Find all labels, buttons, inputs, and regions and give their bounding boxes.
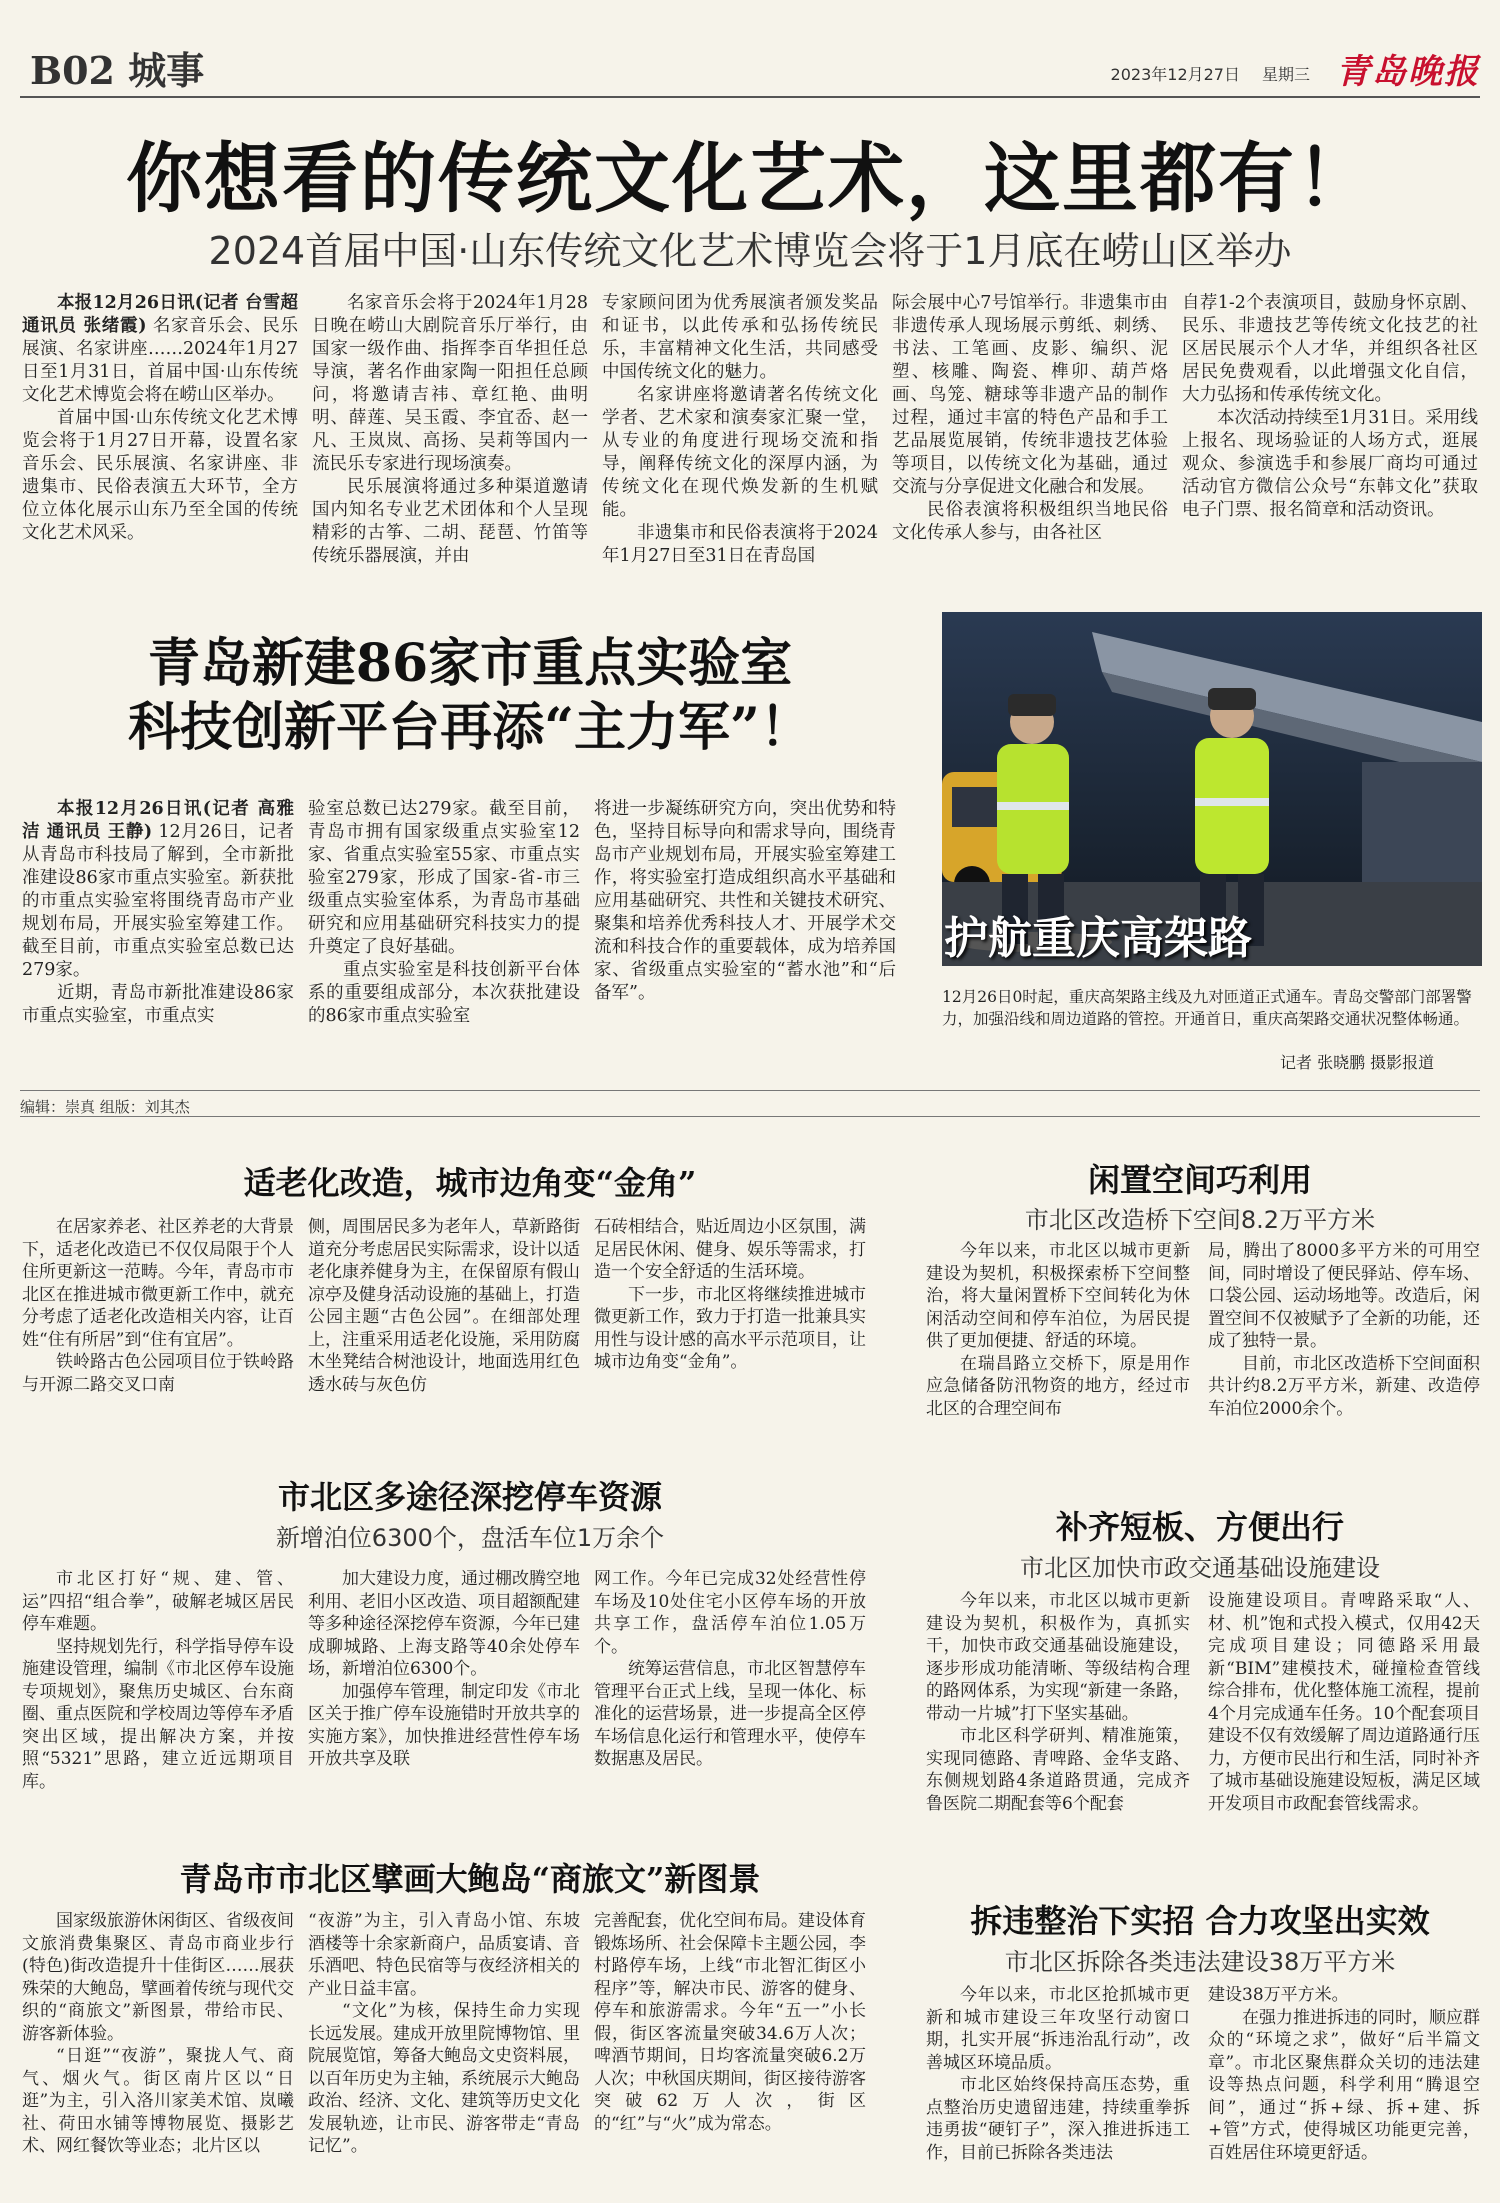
- article2-text: 12月26日，记者从青岛市科技局了解到，全市新批准建设86家市重点实验室。新获批的市重点实验室将围绕青岛市产业规划布局，开展实验室筹建工作。截至目前，市重点实验室总数已达279家。: [22, 822, 294, 980]
- sec3-paragraph: 坚持规划先行，科学指导停车设施建设管理，编制《市北区停车设施专项规划》，聚焦历史城区、台东商圈、重点医院和学校周边等停车矛盾突出区域，提出解决方案，并按照“5321”思路，建立近远期项目库。: [22, 1636, 294, 1792]
- sec6-paragraph: 今年以来，市北区抢抓城市更新和城市建设三年攻坚行动窗口期，扎实开展“拆违治乱行动”，改善城区环境品质。: [926, 1985, 1190, 2073]
- article1-column-3: [602, 292, 878, 568]
- article1-paragraph: 名家音乐会将于2024年1月28日晚在崂山大剧院音乐厅举行，由国家一级作曲、指挥李百华担任总导演，著名作曲家陶一阳担任总顾问，将邀请吉祎、章红艳、曲明明、薛莲、吴玉霞、李宜岙、赵一凡、王岚岚、高扬、吴莉等国内一流民乐专家进行现场演奏。: [312, 293, 588, 474]
- sec4-paragraph: 市北区科学研判、精准施策，实现同德路、青啤路、金华支路、东侧规划路4条道路贯通，完成齐鲁医院二期配套等6个配套: [926, 1726, 1190, 1814]
- headline-lab-line-2: 科技创新平台再添“主力军”！: [128, 697, 812, 758]
- sec5-paragraph: 国家级旅游休闲街区、省级夜间文旅消费集聚区、青岛市商业步行(特色)街改造提升十佳街区……展获殊荣的大鲍岛，擘画着传统与现代交织的“商旅文”新图景，带给市民、游客新体验。: [22, 1911, 294, 2044]
- sec6-subtitle: 市北区拆除各类违法建设38万平方米: [1004, 1948, 1396, 1976]
- sec3-subtitle: 新增泊位6300个，盘活车位1万余个: [275, 1524, 665, 1552]
- sec1-column-2: [308, 1216, 580, 1396]
- issue-date: 2023年12月27日: [1110, 65, 1240, 84]
- sec3-paragraph: 市北区打好“规、建、管、运”四招“组合拳”，破解老城区居民停车难题。: [22, 1569, 294, 1634]
- sec2-title: 闲置空间巧利用: [1087, 1161, 1312, 1199]
- sec3-paragraph: 加大建设力度，通过棚改腾空地利用、老旧小区改造、项目超额配建等多种途径深挖停车资源，今年已建成聊城路、上海支路等40余处停车场，新增泊位6300个。: [308, 1569, 580, 1679]
- article1-paragraph: 本次活动持续至1月31日。采用线上报名、现场验证的人场方式，逛展观众、参演选手和参展厂商均可通过活动官方微信公众号“东韩文化”获取电子门票、报名简章和活动资讯。: [1182, 408, 1478, 520]
- sec2-subtitle: 市北区改造桥下空间8.2万平方米: [1024, 1206, 1376, 1234]
- sec4-paragraph: 今年以来，市北区以城市更新建设为契机，积极作为，真抓实干，加快市政交通基础设施建设，逐步形成功能清晰、等级结构合理的路网体系，为实现“新建一条路，带动一片城”打下坚实基础。: [926, 1591, 1190, 1724]
- editor-line: 编辑：崇真 组版：刘其杰: [20, 1098, 190, 1116]
- article2-paragraph: 重点实验室是科技创新平台体系的重要组成部分，本次获批建设的86家市重点实验室: [308, 960, 580, 1026]
- sec5-paragraph: “夜游”为主，引入青岛小馆、东坡酒楼等十余家新商户，品质宴请、音乐酒吧、特色民宿等与夜经济相关的产业日益丰富。: [308, 1911, 580, 1999]
- article1-column-5: [1182, 292, 1478, 522]
- sec1-column-3: [594, 1216, 866, 1374]
- sec5-paragraph: “文化”为核，保持生命力实现长远发展。建成开放里院博物馆、里院展览馆，筹备大鲍岛文史资料展，以百年历史为主轴，系统展示大鲍岛政治、经济、文化、建筑等历史文化发展轨迹，让市民、游客带走“青岛记忆”。: [308, 2001, 580, 2156]
- article2-column-3: [594, 798, 896, 1005]
- article2-column-2: [308, 798, 580, 1028]
- sec2-paragraph: 目前，市北区改造桥下空间面积共计约8.2万平方米，新建、改造停车泊位2000余个。: [1208, 1353, 1480, 1419]
- sec6-paragraph: 建设38万平方米。: [1208, 1985, 1349, 2005]
- sec6-column-1: [926, 1984, 1190, 2164]
- headline-main: 你想看的传统文化艺术，这里都有！: [126, 134, 1374, 223]
- article1-paragraph: 首届中国·山东传统文化艺术博览会将于1月27日开幕，设置名家音乐会、民乐展演、名家讲座、非遗集市、民俗表演五大环节，全方位立体化展示山东乃至全国的传统文化艺术风采。: [22, 408, 298, 543]
- sec1-title: 适老化改造，城市边角变“金角”: [243, 1164, 697, 1202]
- sec1-paragraph: 石砖相结合，贴近周边小区氛围，满足居民休闲、健身、娱乐等需求，打造一个安全舒适的生活环境。: [594, 1217, 866, 1282]
- article1-paragraph: 专家顾问团为优秀展演者颁发奖品和证书，以此传承和弘扬传统民乐，丰富精神文化生活，共同感受中国传统文化的魅力。: [602, 293, 878, 382]
- sec2-paragraph: 今年以来，市北区以城市更新建设为契机，积极探索桥下空间整治，将大量闲置桥下空间转化为休闲活动空间和停车泊位，为居民提供了更加便捷、舒适的环境。: [926, 1241, 1190, 1351]
- sec5-column-2: [308, 1910, 580, 2158]
- page-header: [20, 32, 1480, 98]
- sec6-paragraph: 在强力推进拆违的同时，顺应群众的“环境之求”，做好“后半篇文章”。市北区聚焦群众关切的违法建设等热点问题，科学利用“腾退空间”，通过“拆+绿、拆+建、拆+管”方式，使得城区功能更完善，百姓居住环境更舒适。: [1208, 2007, 1480, 2163]
- sec2-paragraph: 在瑞昌路立交桥下，原是用作应急储备防汛物资的地方，经过市北区的合理空间布: [926, 1353, 1190, 1419]
- headline-lab: [20, 632, 920, 760]
- sec4-column-2: [1208, 1590, 1480, 1815]
- sec3-title: 市北区多途径深挖停车资源: [277, 1478, 662, 1516]
- article1-column-1: [22, 292, 298, 545]
- divider: [20, 1090, 1480, 1091]
- section-code: B02 城事: [30, 48, 205, 93]
- sec6-title: 拆违整治下实招 合力攻坚出实效: [970, 1902, 1430, 1940]
- sec4-paragraph: 设施建设项目。青啤路采取“人、材、机”饱和式投入模式，仅用42天完成项目建设；同德路采用最新“BIM”建模技术，碰撞检查管线综合排布，优化整体施工流程，提前4个月完成通车任务。10个配套项目建设不仅有效缓解了周边道路通行压力，方便市民出行和生活，同时补齐了城市基础设施建设短板，满足区域开发项目市政配套管线需求。: [1208, 1591, 1480, 1814]
- article1-paragraph: 名家讲座将邀请著名传统文化学者、艺术家和演奏家汇聚一堂，从专业的角度进行现场交流和指导，阐释传统文化的深厚内涵，为传统文化在现代焕发新的生机赋能。: [602, 385, 878, 520]
- article1-paragraph: 自荐1-2个表演项目，鼓励身怀京剧、民乐、非遗技艺等传统文化技艺的社区居民展示个人才华，并组织各社区居民免费观看，以此增强文化自信，大力弘扬和传承传统文化。: [1182, 293, 1478, 405]
- sec4-column-1: [926, 1590, 1190, 1815]
- sec1-column-1: [22, 1216, 294, 1396]
- masthead-logo: 青岛晚报: [1336, 52, 1480, 92]
- sec2-paragraph: 局，腾出了8000多平方米的可用空间，同时增设了便民驿站、停车场、口袋公园、运动场地等。改造后，闲置空间不仅被赋予了全新的功能，还成了独特一景。: [1208, 1241, 1480, 1351]
- sec3-paragraph: 加强停车管理，制定印发《市北区关于推广停车设施错时开放共享的实施方案》，加快推进经营性停车场开放共享及联: [308, 1681, 580, 1769]
- photo-caption: 12月26日0时起，重庆高架路主线及九对匝道正式通车。青岛交警部门部署警力，加强沿线和周边道路的管控。开通首日，重庆高架路交通状况整体畅通。: [942, 988, 1472, 1028]
- article2-lead: 本报12月26日讯(记者 高雅洁 通讯员 王静): [22, 799, 294, 842]
- sec3-column-2: [308, 1568, 580, 1771]
- article1-paragraph: 非遗集市和民俗表演将于2024年1月27日至31日在青岛国: [602, 523, 878, 566]
- article2-paragraph: 将进一步凝练研究方向，突出优势和特色，坚持目标导向和需求导向，围绕青岛市产业规划布局，开展实验室筹建工作，将实验室打造成组织高水平基础和应用基础研究、共性和关键技术研究、聚集和培养优秀科技人才、开展学术交流和科技合作的重要载体，成为培养国家、省级重点实验室的“蓄水池”和“后备军”。: [594, 799, 896, 1003]
- sec3-paragraph: 网工作。今年已完成32处经营性停车场及10处住宅小区停车场的开放共享工作，盘活停车泊位1.05万个。: [594, 1569, 866, 1657]
- issue-weekday: 星期三: [1261, 65, 1310, 84]
- article2-column-1: [22, 798, 294, 1028]
- photo-credit: 记者 张晓鹏 摄影报道: [1280, 1053, 1435, 1072]
- article1-paragraph: 民乐展演将通过多种渠道邀请国内知名专业艺术团体和个人呈现精彩的古筝、二胡、琵琶、竹笛等传统乐器展演，并由: [312, 477, 588, 566]
- sec5-paragraph: “日逛”“夜游”，聚拢人气、商气、烟火气。街区南片区以“日逛”为主，引入洛川家美术馆、岚曦社、荷田水铺等博物展览、摄影艺术、网红餐饮等业态；北片区以: [22, 2046, 294, 2156]
- sec3-paragraph: 统筹运营信息，市北区智慧停车管理平台正式上线，呈现一体化、标准化的运营场景，进一步提高全区停车场信息化运行和管理水平，使停车数据惠及居民。: [594, 1659, 866, 1769]
- sec6-column-2: [1208, 1984, 1480, 2164]
- sec1-paragraph: 铁岭路古色公园项目位于铁岭路与开源二路交叉口南: [22, 1352, 294, 1395]
- sec1-paragraph: 在居家养老、社区养老的大背景下，适老化改造已不仅仅局限于个人住所更新这一范畴。今年，青岛市市北区在推进城市微更新工作中，就充分考虑了适老化改造相关内容，让百姓“住有所居”到“住有宜居”。: [22, 1217, 294, 1350]
- sec4-subtitle: 市北区加快市政交通基础设施建设: [1020, 1554, 1380, 1582]
- sec5-title: 青岛市市北区擘画大鲍岛“商旅文”新图景: [179, 1860, 761, 1898]
- article1-column-4: [892, 292, 1168, 545]
- sec2-column-2: [1208, 1240, 1480, 1420]
- sec5-paragraph: 完善配套，优化空间布局。建设体育锻炼场所、社会保障卡主题公园，李村路停车场，上线“市北智汇街区小程序”等，解决市民、游客的健身、停车和旅游需求。今年“五一”小长假，街区客流量突破34.6万人次；啤酒节期间，日均客流量突破6.2万人次；中秋国庆期间，街区接待游客突破62万人次，街区的“红”与“火”成为常态。: [594, 1911, 866, 2134]
- headline-main-subtitle: 2024首届中国·山东传统文化艺术博览会将于1月底在崂山区举办: [208, 229, 1292, 273]
- article1-paragraph: 际会展中心7号馆举行。非遗集市由非遗传承人现场展示剪纸、刺绣、书法、工笔画、皮影、编织、泥塑、核雕、陶瓷、榫卯、葫芦烙画、鸟笼、糖球等非遗产品的制作过程，通过丰富的特色产品和手工艺品展览展销，传统非遗技艺体验等项目，以传统文化为基础，通过交流与分享促进文化融合和发展。: [892, 293, 1168, 497]
- sec4-title: 补齐短板、方便出行: [1055, 1508, 1344, 1546]
- sec5-column-1: [22, 1910, 294, 2158]
- photo-title: 护航重庆高架路: [944, 913, 1252, 964]
- sec2-column-1: [926, 1240, 1190, 1420]
- article1-lead: 本报12月26日讯(记者 台雪超 通讯员 张绪霞): [22, 293, 298, 336]
- sec6-paragraph: 市北区始终保持高压态势，重点整治历史遗留违建，持续重拳拆违勇拔“硬钉子”，深入推进拆违工作，目前已拆除各类违法: [926, 2075, 1190, 2163]
- article2-paragraph: 近期，青岛市新批准建设86家市重点实验室，市重点实: [22, 983, 294, 1026]
- article1-paragraph: 民俗表演将积极组织当地民俗文化传承人参与，由各社区: [892, 500, 1168, 543]
- article2-paragraph: 验室总数已达279家。截至目前，青岛市拥有国家级重点实验室12家、省重点实验室55家、市重点实验室279家，形成了国家-省-市三级重点实验室体系，为青岛市基础研究和应用基础研究科技实力的提升奠定了良好基础。: [308, 799, 580, 957]
- article1-text: 名家音乐会、民乐展演、名家讲座……2024年1月27日至1月31日，首届中国·山东传统文化艺术博览会将在崂山区举办。: [22, 316, 298, 405]
- sec1-paragraph: 侧，周围居民多为老年人，草新路街道充分考虑居民实际需求，设计以适老化康养健身为主，在保留原有假山凉亭及健身活动设施的基础上，打造公园主题“古色公园”。在细部处理上，注重采用适老化设施，采用防腐木坐凳结合树池设计，地面选用红色透水砖与灰色仿: [308, 1217, 580, 1395]
- sec3-column-1: [22, 1568, 294, 1793]
- sec3-column-3: [594, 1568, 866, 1771]
- sec5-column-3: [594, 1910, 866, 2135]
- sec1-paragraph: 下一步，市北区将继续推进城市微更新工作，致力于打造一批兼具实用性与设计感的高水平示范项目，让城市边角变“金角”。: [594, 1284, 866, 1372]
- article1-column-2: [312, 292, 588, 568]
- headline-lab-line-1: 青岛新建86家市重点实验室: [147, 633, 793, 694]
- divider: [20, 1116, 1480, 1117]
